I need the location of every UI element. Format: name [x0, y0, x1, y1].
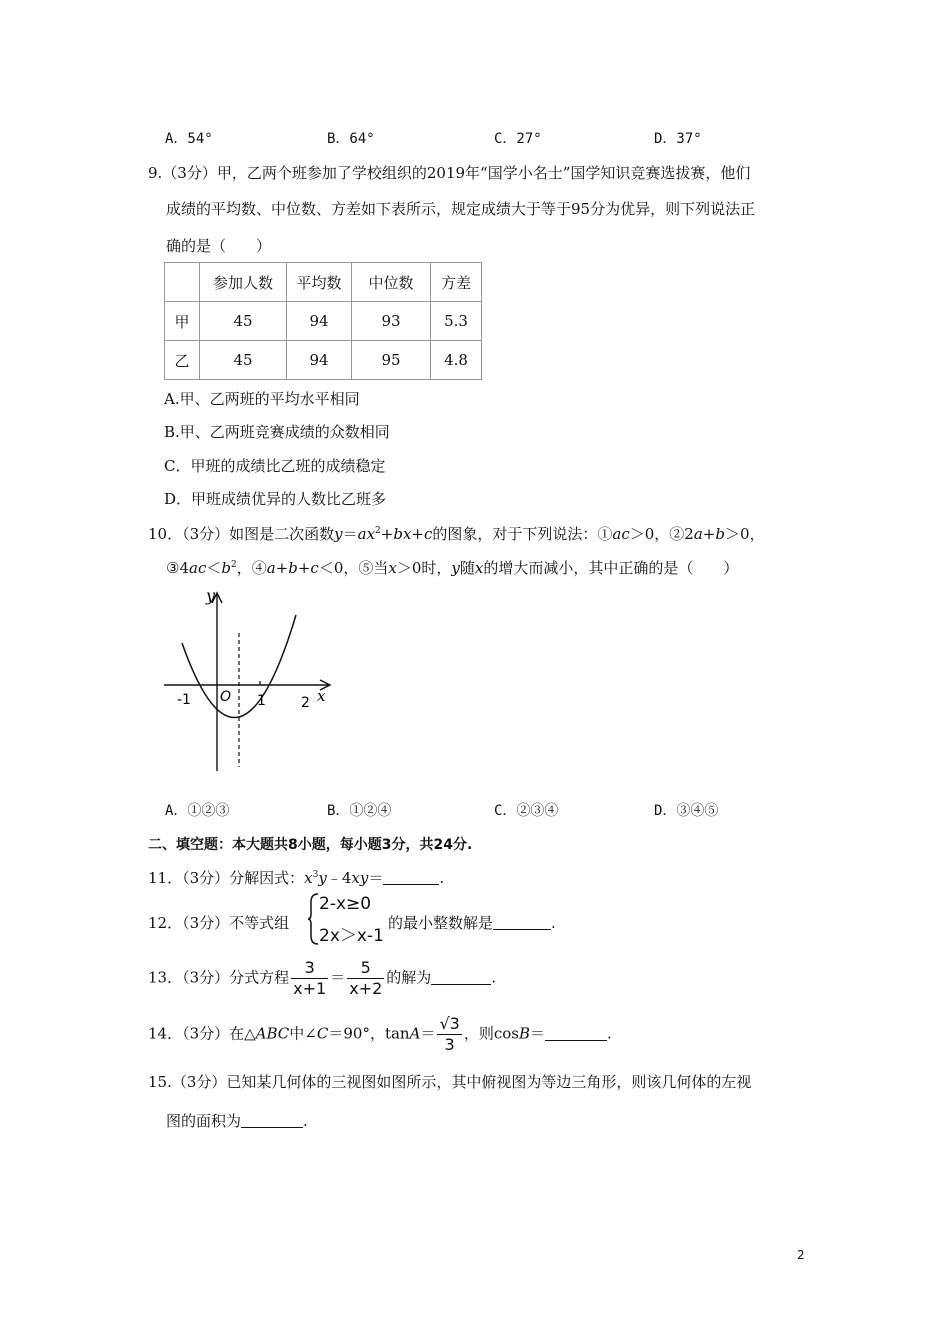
- text: ＞0，②2: [629, 525, 694, 543]
- answer-blank[interactable]: [241, 1113, 303, 1128]
- text: ＜0，⑤当: [318, 559, 389, 577]
- tick-label-1: 1: [257, 693, 266, 709]
- text: ＜: [206, 559, 222, 577]
- table-cell: 93: [352, 302, 431, 341]
- table-cell: 94: [287, 302, 352, 341]
- text: ③4: [166, 559, 189, 577]
- q10-stem-line1: [148, 523, 765, 544]
- q10-stem-line2: [166, 557, 738, 578]
- text: 的图象，对于下列说法：①: [432, 525, 613, 543]
- table-cell: 5.3: [431, 302, 482, 341]
- table-row: [165, 341, 482, 380]
- page-number: 2: [797, 1248, 805, 1262]
- text: .: [491, 968, 497, 987]
- text: x: [304, 869, 313, 887]
- text: b: [715, 525, 725, 543]
- text: ＝: [330, 968, 346, 987]
- table-cell: 95: [352, 341, 431, 380]
- text: ，则cos: [463, 1024, 519, 1043]
- q10-option-d: D．③④⑤: [654, 803, 719, 819]
- fraction: [437, 1014, 461, 1055]
- table-header-row: [165, 263, 482, 302]
- q10-option-b: B．①②④: [327, 803, 392, 819]
- text: 10．（3分）如图是二次函数: [148, 525, 335, 543]
- text: +bx+c: [380, 525, 433, 543]
- q9-option-b: B.甲、乙两班竞赛成绩的众数相同: [164, 423, 390, 441]
- text: 随: [459, 559, 475, 577]
- q12-suffix: [388, 912, 556, 933]
- text: x: [388, 559, 397, 577]
- q9-option-c: C．甲班的成绩比乙班的成绩稳定: [164, 457, 386, 475]
- q10-parabola-graph: [160, 585, 340, 775]
- text: 3: [312, 870, 319, 880]
- text: 中∠: [289, 1024, 317, 1043]
- text: ＞0时，: [396, 559, 452, 577]
- text: .: [551, 914, 556, 932]
- text: ＝: [420, 1024, 436, 1043]
- q9-stats-table: [164, 262, 482, 380]
- q10-option-a: A．①②③: [165, 803, 230, 819]
- denominator: x+1: [293, 979, 327, 998]
- text: +: [702, 525, 716, 543]
- y-label: y: [206, 586, 216, 605]
- q12-prefix: 12．（3分）不等式组: [148, 914, 290, 932]
- text: .: [303, 1112, 308, 1130]
- table-header-cell: 方差: [431, 263, 482, 302]
- text: B: [518, 1024, 530, 1043]
- table-cell: 甲: [165, 302, 200, 341]
- table-cell: 94: [287, 341, 352, 380]
- text: ac: [612, 525, 630, 543]
- q8-option-a: A．54°: [165, 131, 213, 147]
- text: b: [221, 559, 231, 577]
- text: ax: [357, 525, 376, 543]
- q9-stem-line3: 确的是（ ）: [166, 237, 272, 255]
- q8-option-c: C．27°: [494, 131, 542, 147]
- text: a: [693, 525, 703, 543]
- text: ac: [189, 559, 207, 577]
- tick-label-neg1: -1: [177, 692, 191, 708]
- text: 14．（3分）在△: [148, 1024, 256, 1043]
- text: x: [474, 559, 484, 577]
- text: C: [316, 1024, 329, 1043]
- text: 的增大而减小，其中正确的是（ ）: [483, 559, 739, 577]
- text: y: [451, 559, 460, 577]
- table-row: [165, 302, 482, 341]
- q9-stem-line1: 9.（3分）甲，乙两个班参加了学校组织的2019年“国学小名士”国学知识竞赛选拔赛，他们: [148, 164, 751, 182]
- text: 2: [375, 526, 381, 536]
- denominator: 3: [444, 1035, 455, 1054]
- text: .: [439, 869, 445, 887]
- denominator: x+2: [349, 979, 383, 998]
- text: 图的面积为: [166, 1112, 242, 1130]
- text: xy: [351, 869, 369, 887]
- text: ＝: [529, 1024, 545, 1043]
- text: ﹣4: [326, 869, 352, 887]
- tick-label-2: 2: [301, 695, 310, 711]
- text: a+b+c: [266, 559, 319, 577]
- q12-inequality-1: 2-x≥0: [319, 894, 372, 914]
- q10-option-c: C．②③④: [494, 803, 559, 819]
- table-header-cell: 中位数: [352, 263, 431, 302]
- text: ＝90°，tan: [328, 1024, 410, 1043]
- answer-blank[interactable]: [545, 1026, 607, 1041]
- q14-stem: [148, 1014, 612, 1055]
- text: A: [409, 1024, 421, 1043]
- q15-stem-line1: 15.（3分）已知某几何体的三视图如图所示，其中俯视图为等边三角形，则该几何体的左视: [148, 1073, 752, 1091]
- text: ＞0，: [724, 525, 765, 543]
- section-title: 二、填空题：本大题共8小题，每小题3分，共24分.: [148, 837, 473, 853]
- table-cell: 4.8: [431, 341, 482, 380]
- brace-icon: [307, 892, 319, 946]
- table-cell: 45: [200, 341, 287, 380]
- q15-stem-line2: [166, 1110, 308, 1131]
- q12-inequality-2: 2x＞x-1: [319, 926, 384, 946]
- text: 11．（3分）分解因式：: [148, 869, 305, 887]
- origin-label: O: [220, 689, 232, 705]
- text: y: [318, 869, 327, 887]
- numerator: 5: [347, 958, 384, 979]
- q8-option-d: D．37°: [654, 131, 702, 147]
- table-cell: 45: [200, 302, 287, 341]
- x-label: x: [317, 687, 326, 705]
- q8-option-b: B．64°: [327, 131, 375, 147]
- text: 的最小整数解是: [388, 914, 494, 932]
- numerator: √3: [439, 1014, 460, 1033]
- table-cell: 乙: [165, 341, 200, 380]
- table-header-cell: 平均数: [287, 263, 352, 302]
- numerator: 3: [291, 958, 328, 979]
- answer-blank[interactable]: [493, 915, 551, 930]
- text: ，④: [236, 559, 267, 577]
- table-header-cell: [165, 263, 200, 302]
- text: ＝: [368, 869, 384, 887]
- answer-blank[interactable]: [431, 970, 491, 985]
- text: .: [607, 1024, 612, 1043]
- fraction: [347, 958, 384, 999]
- q9-option-d: D．甲班成绩优异的人数比乙班多: [164, 490, 387, 508]
- text: 2: [230, 560, 237, 570]
- q9-option-a: A.甲、乙两班的平均水平相同: [164, 390, 360, 408]
- fraction: [291, 958, 328, 999]
- table-header-cell: 参加人数: [200, 263, 287, 302]
- text: ＝: [342, 525, 358, 543]
- q11-stem: [148, 867, 444, 888]
- parabola-curve: [182, 615, 296, 718]
- text: y: [334, 525, 343, 543]
- text: 的解为: [386, 968, 432, 987]
- text: 13．（3分）分式方程: [148, 968, 290, 987]
- text: ABC: [255, 1024, 290, 1043]
- q13-stem: [148, 958, 496, 999]
- answer-blank[interactable]: [383, 870, 439, 885]
- q9-stem-line2: 成绩的平均数、中位数、方差如下表所示，规定成绩大于等于95分为优异，则下列说法正: [166, 200, 756, 218]
